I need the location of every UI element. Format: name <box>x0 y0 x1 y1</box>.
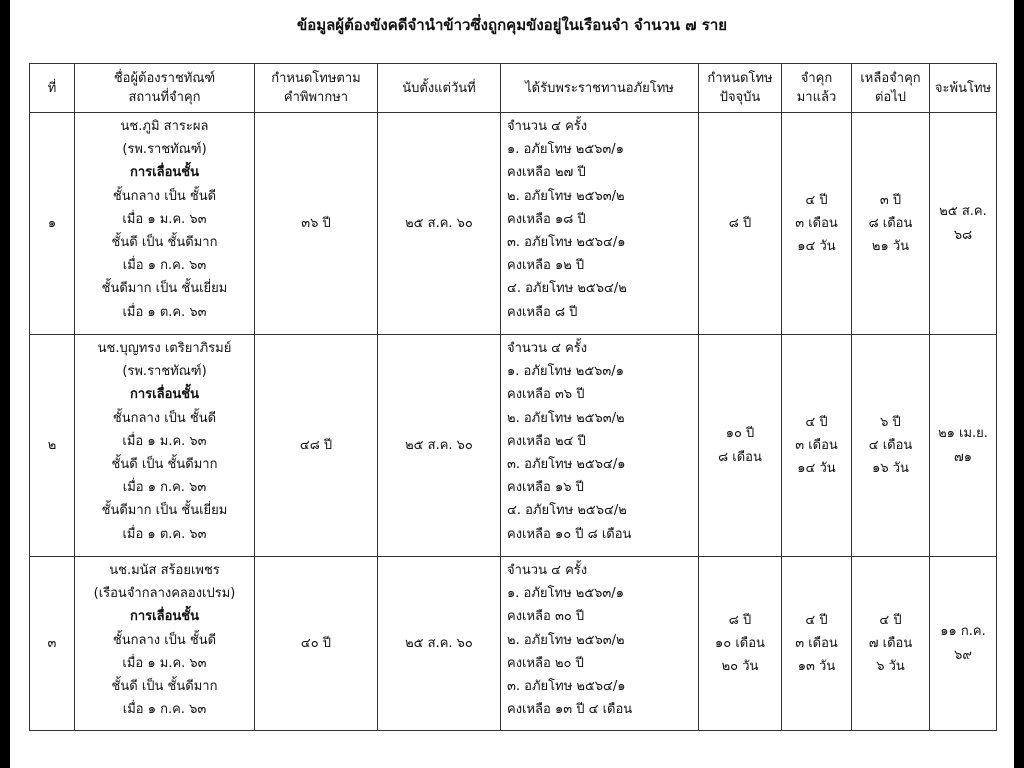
cell-pardon: จำนวน ๔ ครั้ง ๑. อภัยโทษ ๒๕๖๓/๑ คงเหลือ ๒๗ ปี ๒. อภัยโทษ ๒๕๖๓/๒ คงเหลือ ๑๘ ปี ๓. อภัยโทษ ๒๕๖๔/๑ คงเหลือ ๑๒ ปี ๔. อภัยโทษ ๒๕๖๔/๒ คงเหลือ ๘ ปี <box>501 113 699 335</box>
cell-no: ๒ <box>30 335 75 557</box>
cell-pardon: จำนวน ๔ ครั้ง ๑. อภัยโทษ ๒๕๖๓/๑ คงเหลือ ๓๐ ปี ๒. อภัยโทษ ๒๕๖๓/๒ คงเหลือ ๒๐ ปี ๓. อภัยโทษ ๒๕๖๔/๑ คงเหลือ ๑๓ ปี ๔ เดือน <box>501 557 699 731</box>
cell-no: ๓ <box>30 557 75 731</box>
header-sentence: กำหนดโทษตาม คำพิพากษา <box>255 64 378 113</box>
header-release: จะพ้นโทษ <box>930 64 997 113</box>
table-row <box>30 335 997 557</box>
header-no: ที่ <box>30 64 75 113</box>
table-row <box>30 557 997 731</box>
header-remaining: เหลือจำคุก ต่อไป <box>852 64 930 113</box>
cell-sentence: ๔๐ ปี <box>255 557 378 731</box>
cell-served: ๔ ปี ๓ เดือน ๑๓ วัน <box>782 557 852 731</box>
cell-pardon: จำนวน ๔ ครั้ง ๑. อภัยโทษ ๒๕๖๓/๑ คงเหลือ ๓๖ ปี ๒. อภัยโทษ ๒๕๖๓/๒ คงเหลือ ๒๔ ปี ๓. อภัยโทษ ๒๕๖๔/๑ คงเหลือ ๑๖ ปี ๔. อภัยโทษ ๒๕๖๔/๒ คงเหลือ ๑๐ ปี ๘ เดือน <box>501 335 699 557</box>
cell-release: ๒๑ เม.ย. ๗๑ <box>930 335 997 557</box>
cell-since: ๒๕ ส.ค. ๖๐ <box>378 557 501 731</box>
cell-remaining: ๓ ปี ๘ เดือน ๒๑ วัน <box>852 113 930 335</box>
prisoner-table <box>29 63 997 731</box>
document-page <box>10 0 1014 768</box>
cell-remaining: ๔ ปี ๗ เดือน ๖ วัน <box>852 557 930 731</box>
header-since: นับตั้งแต่วันที่ <box>378 64 501 113</box>
header-served: จำคุก มาแล้ว <box>782 64 852 113</box>
cell-sentence: ๔๘ ปี <box>255 335 378 557</box>
cell-name: นช.มนัส สร้อยเพชร (เรือนจำกลางคลองเปรม) การเลื่อนชั้น ชั้นกลาง เป็น ชั้นดี เมื่อ ๑ ม.ค. ๖๓ ชั้นดี เป็น ชั้นดีมาก เมื่อ ๑ ก.ค. ๖๓ <box>75 557 255 731</box>
cell-name: นช.บุญทรง เตริยาภิรมย์ (รพ.ราชทัณฑ์) การเลื่อนชั้น ชั้นกลาง เป็น ชั้นดี เมื่อ ๑ ม.ค. ๖๓ ชั้นดี เป็น ชั้นดีมาก เมื่อ ๑ ก.ค. ๖๓ ชั้นดีมาก เป็น ชั้นเยี่ยม เมื่อ ๑ ต.ค. ๖๓ <box>75 335 255 557</box>
cell-since: ๒๕ ส.ค. ๖๐ <box>378 113 501 335</box>
cell-name: นช.ภูมิ สาระผล (รพ.ราชทัณฑ์) การเลื่อนชั้น ชั้นกลาง เป็น ชั้นดี เมื่อ ๑ ม.ค. ๖๓ ชั้นดี เป็น ชั้นดีมาก เมื่อ ๑ ก.ค. ๖๓ ชั้นดีมาก เป็น ชั้นเยี่ยม เมื่อ ๑ ต.ค. ๖๓ <box>75 113 255 335</box>
document-title: ข้อมูลผู้ต้องขังคดีจำนำข้าวซึ่งถูกคุมขังอยู่ในเรือนจำ จำนวน ๗ ราย <box>296 16 728 34</box>
cell-remaining: ๖ ปี ๔ เดือน ๑๖ วัน <box>852 335 930 557</box>
cell-current: ๑๐ ปี ๘ เดือน <box>699 335 782 557</box>
cell-release: ๑๑ ก.ค. ๖๙ <box>930 557 997 731</box>
cell-served: ๔ ปี ๓ เดือน ๑๔ วัน <box>782 335 852 557</box>
header-current: กำหนดโทษ ปัจจุบัน <box>699 64 782 113</box>
header-pardon: ได้รับพระราชทานอภัยโทษ <box>501 64 699 113</box>
table-header-row <box>30 64 997 113</box>
cell-sentence: ๓๖ ปี <box>255 113 378 335</box>
cell-current: ๘ ปี ๑๐ เดือน ๒๐ วัน <box>699 557 782 731</box>
cell-release: ๒๕ ส.ค. ๖๘ <box>930 113 997 335</box>
cell-current: ๘ ปี <box>699 113 782 335</box>
cell-no: ๑ <box>30 113 75 335</box>
cell-since: ๒๕ ส.ค. ๖๐ <box>378 335 501 557</box>
cell-served: ๔ ปี ๓ เดือน ๑๔ วัน <box>782 113 852 335</box>
table-row <box>30 113 997 335</box>
header-name: ชื่อผู้ต้องราชทัณฑ์ สถานที่จำคุก <box>75 64 255 113</box>
